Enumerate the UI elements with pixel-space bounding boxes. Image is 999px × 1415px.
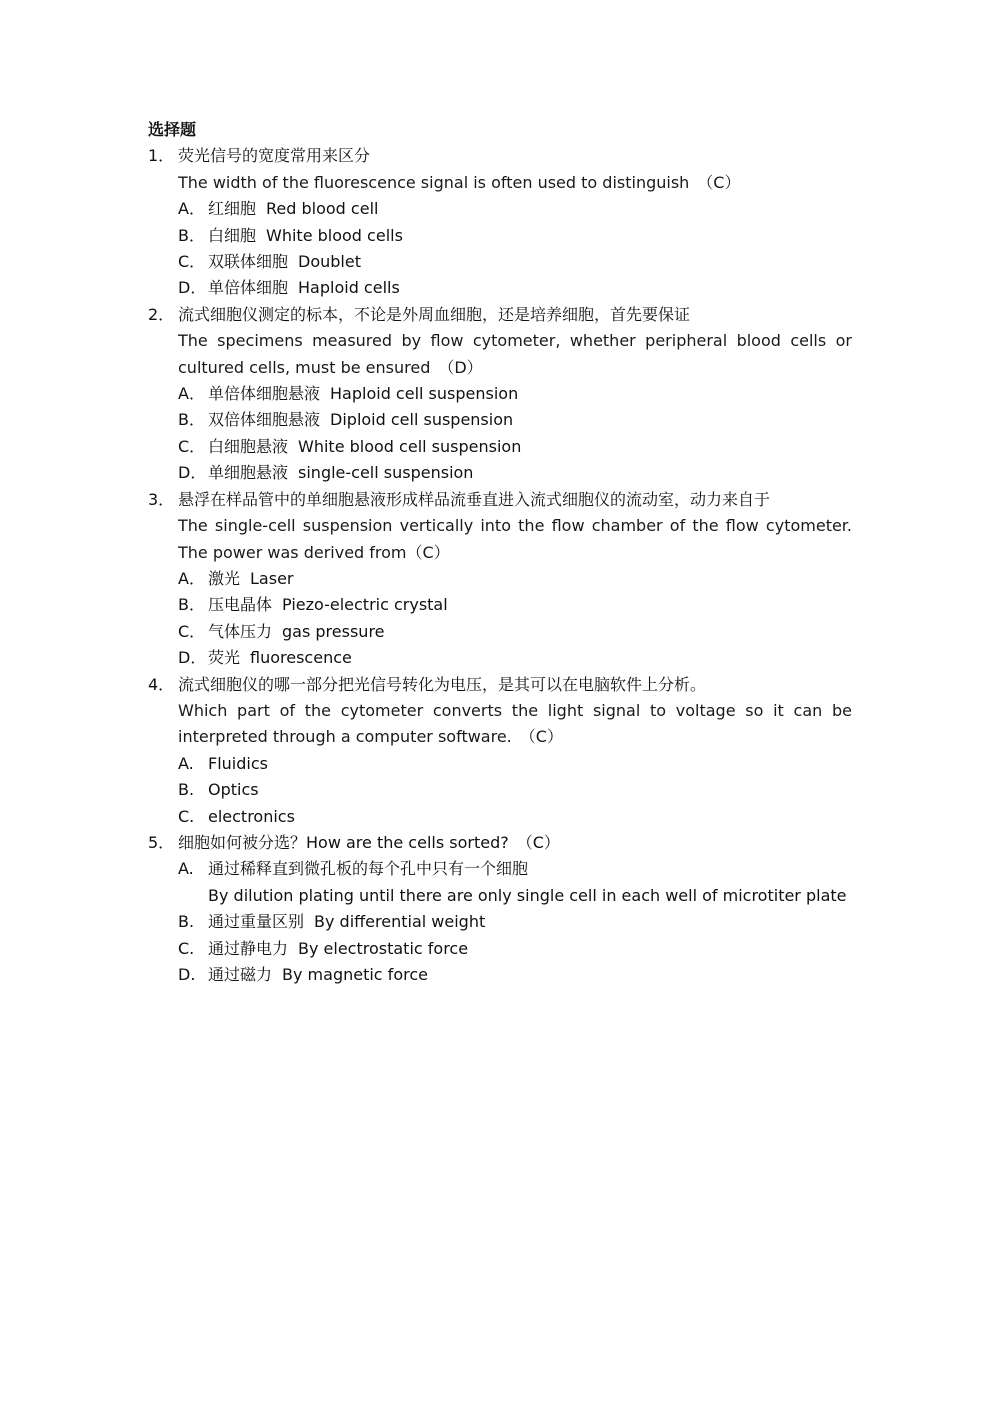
- option-letter: B．: [178, 410, 205, 430]
- question-text-en-line: [148, 328, 852, 381]
- question-number: 4．: [148, 674, 175, 694]
- option-text-cn: 通过重量区别: [208, 912, 305, 932]
- option-letter: C．: [178, 621, 206, 641]
- option-b: [148, 592, 852, 618]
- option-text-en: Haploid cell suspension: [330, 384, 519, 404]
- option-text-cn: 红细胞: [208, 199, 257, 219]
- question-text-en-line: [148, 170, 852, 196]
- option-body: [208, 645, 852, 671]
- option-body: [208, 407, 852, 433]
- option-a: [148, 751, 852, 777]
- question-text-en-line: [148, 698, 852, 751]
- option-c: [148, 936, 852, 962]
- option-text-en: White blood cell suspension: [298, 436, 522, 456]
- option-letter: C.: [178, 938, 195, 958]
- option-letter: D．: [178, 648, 207, 668]
- option-text-cn: 单倍体细胞: [208, 278, 289, 298]
- option-text-cn: 白细胞悬液: [208, 436, 289, 456]
- option-text-en: Doublet: [298, 252, 361, 272]
- option-d: [148, 275, 852, 301]
- question-text-en: The specimens measured by flow cytometer, whether peripheral blood cells or cultured cells, must be ensured: [178, 331, 852, 377]
- option-body: [208, 962, 852, 988]
- option-text-en: Haploid cells: [298, 278, 400, 298]
- option-body: [208, 275, 852, 301]
- option-letter: B.: [178, 780, 195, 800]
- question-5: [148, 830, 852, 988]
- option-b: [148, 909, 852, 935]
- option-letter: C.: [178, 806, 195, 826]
- option-letter: D.: [178, 965, 196, 984]
- option-letter: C．: [178, 436, 206, 456]
- option-c: [148, 619, 852, 645]
- option-letter: A．: [178, 384, 205, 404]
- option-letter: A.: [178, 859, 194, 879]
- option-d: [148, 460, 852, 486]
- option-text-cn: 双倍体细胞悬液: [208, 410, 321, 430]
- question-text-en: The width of the fluorescence signal is often used to distinguish: [178, 172, 690, 192]
- option-text-en: gas pressure: [282, 621, 385, 641]
- option-letter: B．: [178, 595, 205, 615]
- document-content: [148, 117, 852, 988]
- option-text-en: By dilution plating until there are only single cell in each well of microtiter plate: [208, 885, 847, 905]
- option-text-en: By magnetic force: [282, 965, 428, 984]
- question-text-en-line: [148, 513, 852, 566]
- option-body: [208, 196, 852, 222]
- option-body: [208, 381, 852, 407]
- option-text-cn: 气体压力: [208, 621, 273, 641]
- question-line: [148, 302, 852, 328]
- option-text-cn: 激光: [208, 568, 241, 588]
- question-answer: （C）: [406, 542, 450, 562]
- option-text-en: Red blood cell: [266, 199, 379, 219]
- option-text-en: By differential weight: [314, 912, 486, 932]
- question-answer: （C）: [516, 832, 560, 852]
- option-body: [208, 804, 852, 830]
- question-text-en: Which part of the cytometer converts the light signal to voltage so it can be interpreted through a computer software.: [178, 700, 852, 747]
- option-body: [208, 777, 852, 803]
- question-number: 3．: [148, 489, 175, 509]
- option-body: [208, 619, 852, 645]
- option-b: [148, 223, 852, 249]
- option-letter: B．: [178, 225, 205, 245]
- question-text-cn: 流式细胞仪的哪一部分把光信号转化为电压，是其可以在电脑软件上分析。: [178, 674, 707, 694]
- option-a: [148, 381, 852, 407]
- question-line: [148, 487, 852, 513]
- option-text-cn: 通过稀释直到微孔板的每个孔中只有一个细胞: [208, 859, 529, 879]
- question-number: 2．: [148, 304, 175, 324]
- option-a: [148, 566, 852, 592]
- option-text-cn: 单倍体细胞悬液: [208, 384, 321, 404]
- option-text-cn: 荧光: [208, 648, 241, 668]
- option-body: [208, 592, 852, 618]
- option-c: [148, 249, 852, 275]
- option-body: [208, 460, 852, 486]
- question-1: [148, 143, 852, 301]
- option-body: [208, 856, 852, 909]
- option-text-cn: 压电晶体: [208, 595, 273, 615]
- option-d: [148, 645, 852, 671]
- option-a: [148, 196, 852, 222]
- option-letter: A．: [178, 199, 205, 219]
- option-text-en: Laser: [250, 568, 294, 588]
- option-text-cn: 单细胞悬液: [208, 463, 289, 483]
- option-letter: D．: [178, 278, 207, 298]
- section-title: 选择题: [148, 120, 197, 139]
- option-body: [208, 936, 852, 962]
- option-body: [208, 223, 852, 249]
- question-line: [148, 830, 852, 856]
- option-body: [208, 566, 852, 592]
- option-a: [148, 856, 852, 909]
- option-d: [148, 962, 852, 988]
- option-b: [148, 407, 852, 433]
- option-body: [208, 249, 852, 275]
- question-number: 1．: [148, 146, 175, 166]
- option-text-cn: 白细胞: [208, 225, 257, 245]
- option-body: [208, 751, 852, 777]
- option-letter: B.: [178, 912, 195, 932]
- option-text-en: By electrostatic force: [298, 938, 469, 958]
- option-text-cn: 通过静电力: [208, 938, 289, 958]
- option-c: [148, 804, 852, 830]
- option-letter: D．: [178, 463, 207, 483]
- question-text-cn: 细胞如何被分选？How are the cells sorted?: [178, 832, 509, 852]
- option-letter: A．: [178, 568, 205, 588]
- option-letter: A.: [178, 753, 194, 773]
- option-body: [208, 909, 852, 935]
- option-text-en: electronics: [208, 806, 295, 826]
- option-text-en: Piezo-electric crystal: [282, 595, 448, 615]
- option-body: [208, 434, 852, 460]
- option-text-cn: 双联体细胞: [208, 252, 289, 272]
- option-text-en: Diploid cell suspension: [330, 410, 514, 430]
- option-c: [148, 434, 852, 460]
- question-3: [148, 487, 852, 672]
- question-text-cn-line: [178, 830, 852, 856]
- question-answer: （C）: [697, 172, 741, 192]
- option-text-en: single-cell suspension: [298, 463, 474, 483]
- option-text-en: White blood cells: [266, 225, 403, 245]
- option-letter: C．: [178, 252, 206, 272]
- question-4: [148, 672, 852, 830]
- question-line: [148, 143, 852, 169]
- option-text-cn: 通过磁力: [208, 965, 273, 984]
- question-text-cn: 悬浮在样品管中的单细胞悬液形成样品流垂直进入流式细胞仪的流动室，动力来自于: [178, 489, 771, 509]
- question-line: [148, 672, 852, 698]
- question-number: 5．: [148, 832, 175, 852]
- option-text-en: fluorescence: [250, 648, 352, 668]
- question-text-cn: 流式细胞仪测定的标本，不论是外周血细胞，还是培养细胞，首先要保证: [178, 304, 691, 324]
- question-answer: （D）: [438, 357, 483, 377]
- option-b: [148, 777, 852, 803]
- option-text-en: Optics: [208, 780, 259, 800]
- question-answer: （C）: [519, 727, 563, 747]
- question-text-cn: 荧光信号的宽度常用来区分: [178, 146, 371, 166]
- question-2: [148, 302, 852, 487]
- question-text-en: The single-cell suspension vertically into the flow chamber of the flow cytometer. The power was derived from: [178, 516, 852, 562]
- option-text-en: Fluidics: [208, 753, 268, 773]
